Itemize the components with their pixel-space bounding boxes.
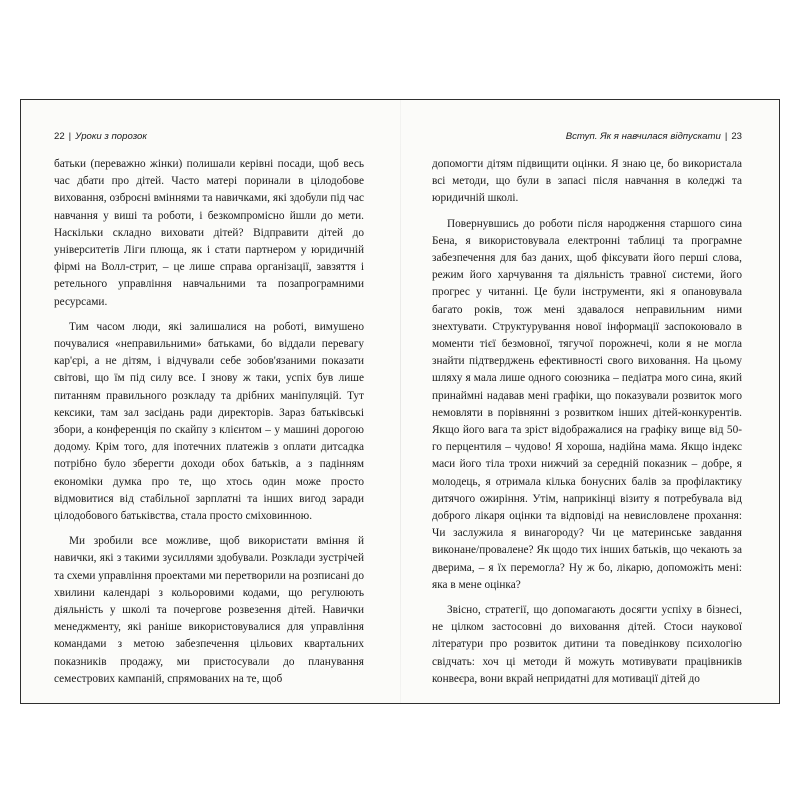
right-page-number: 23 [731, 131, 742, 142]
right-header-title: Вступ. Як я навчилася відпускати [565, 131, 721, 142]
book-spread [20, 99, 780, 704]
right-page-text [432, 156, 742, 688]
left-page-header [54, 130, 364, 144]
paragraph: Тим часом люди, які залишалися на роботі, вимушено почувалися «неправильними» батьками, бо віддали перевагу кар'єрі, а не дітям, і відчували себе зобов'язаними показати світові, що їм під силу все. І знову ж таки, успіх був лише питанням правильного розкладу та дрібних маніпуляцій. Тут кексики, там зал засідань ради директорів. Зараз батьківські збори, а конференція по скайпу з клієнтом – у машині дорогою додому. Крім того, для іпотечних платежів з оплати дитсадка потрібно було зберегти доходи обох батьків, а з падінням економіки думка про те, що хтось один може просто відмовитися від стабільної зарплатні та інших вигод заради цілодобового батьківства, стала просто сміховинною. [54, 320, 364, 523]
paragraph: Повернувшись до роботи після народження старшого сина Бена, я використовувала електронні таблиці та програмне забезпечення для баз даних, щоб фіксувати його перші слова, режим його харчування та діяльність травної системи, його прогрес у читанні. Це були інструменти, які я опановувала багато років, тож мені здавалося неправильним ними знехтувати. Структурування нової інформації заспокоювало в моменти тієї безмовної, тягучої порожнечі, коли я не могла знайти підтверджень ефективності свого виховання. На цьому шляху я мала лише одного союзника – педіатра мого сина, який принаймні надавав мені графіки, що показували розвиток мого немовляти в порівнянні з розвитком інших дітей-конкурентів. Якщо його вага та зріст відображалися на графіку вище від 50-го перцентиля – чудово! Я хороша, надійна мама. Якщо індекс маси його тіла трохи нижчий за середній показник – добре, я молодець, я отримала кілька бонусних балів за профілактику дитячого ожиріння. Утім, наприкінці візиту я потребувала від доброго лікаря оцінки та відповіді на невисловлене прохання: Чи заслужила я винагороду? Чи це материнське завдання виконане/провалене? Як щодо тих інших батьків, що чекають за дверима, – я їх перемогла? Ну ж бо, лікарю, допоможіть мені: яка в мене оцінка? [432, 217, 742, 591]
left-header-title: Уроки з порозок [75, 131, 147, 142]
right-page-header [432, 130, 742, 144]
paragraph: допомогти дітям підвищити оцінки. Я знаю це, бо використала всі методи, що були в запасі після навчання в коледжі та юридичній школі. [432, 158, 742, 205]
left-page-number: 22 [54, 131, 65, 142]
header-separator: | [724, 131, 728, 142]
paragraph: Звісно, стратегії, що допомагають досягти успіху в бізнесі, не цілком застосовні до виховання дітей. Стоси наукової літератури про розвиток дитини та поведінкову психологію свідчать: хоч ці методи й можуть мотивувати працівників конвеєра, вони вкрай непридатні для мотивації дітей до [432, 604, 742, 685]
paragraph: Ми зробили все можливе, щоб використати вміння й навички, які з такими зусиллями здобували. Розклади зустрічей та схеми управління проектами ми перетворили на розписані до хвилини календарі з кольоровими кодами, що регулюють діяльність у школі та почергове розвезення дітей. Навички менеджменту, які раніше використовувалися для управління командами з метою забезпечення цільових квартальних показників продажу, ми пристосували до планування семестрових кампаній, спрямованих на те, щоб [54, 535, 364, 685]
right-page [432, 130, 742, 688]
header-separator: | [68, 131, 72, 142]
book-gutter [400, 100, 401, 703]
left-page-text [54, 156, 364, 688]
left-page [54, 130, 364, 688]
paragraph: батьки (переважно жінки) полишали керівні посади, щоб весь час дбати про дітей. Часто матері поринали в цілодобове виховання, озброєні вміннями та навичками, які здобули під час навчання у виші та роботи, і безкомпромісно йшли до мети. Наскільки складно виховати дітей? Відправити дітей до університетів Ліги плюща, як і стати партнером у юридичній фірмі на Волл-стрит, – це лише справа організації, завзяття і ретельного управління навчальними та позапрограмними ресурсами. [54, 158, 364, 308]
